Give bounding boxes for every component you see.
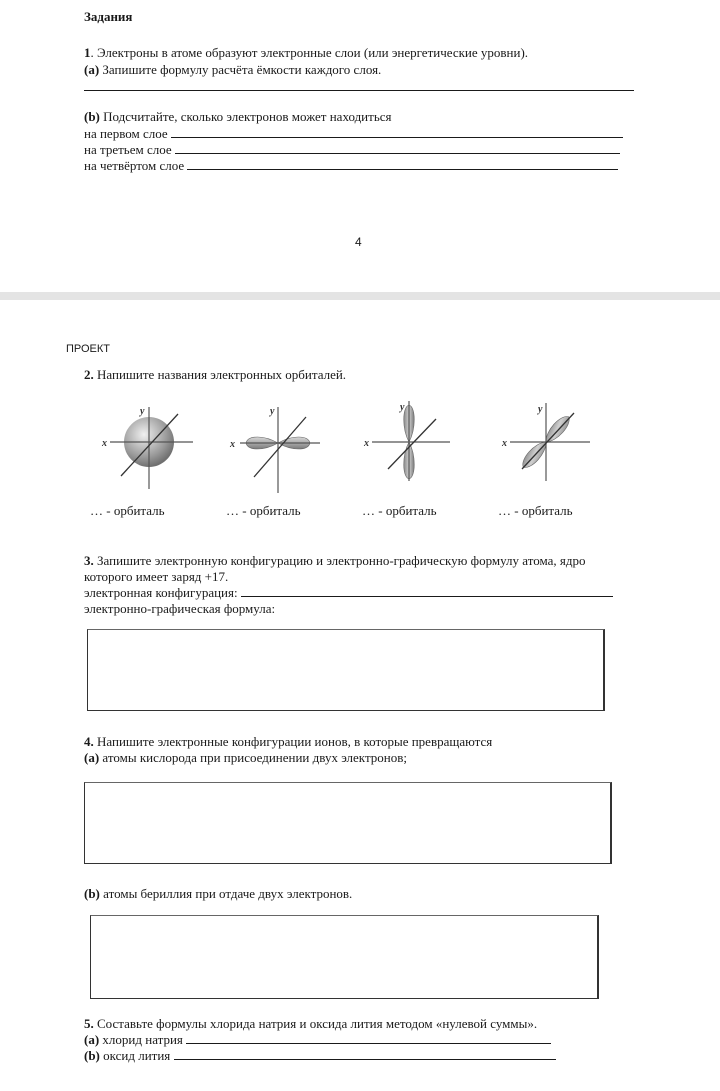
q3-text-2: которого имеет заряд +17. (84, 569, 229, 584)
orbital-caption-2[interactable]: … - орбиталь (226, 503, 301, 518)
section-heading: Задания (84, 9, 133, 24)
px-orbital-icon (224, 397, 334, 497)
svg-text:x: x (364, 438, 369, 449)
q1b-line-4: на четвёртом слое (84, 158, 618, 174)
svg-text:x: x (230, 439, 235, 450)
beryllium-ion-answer-box[interactable] (90, 915, 599, 999)
svg-text:y: y (140, 406, 145, 417)
py-orbital-icon (360, 397, 470, 497)
q3-graph-label: электронно-графическая формула: (84, 601, 276, 616)
lithium-oxide-input[interactable] (174, 1048, 556, 1060)
q1-number: 1 (84, 45, 91, 60)
q5b-line: (b) оксид лития (84, 1048, 556, 1064)
orbital-caption-3[interactable]: … - орбиталь (362, 503, 437, 518)
q4-text: 4. Напишите электронные конфигурации ионов, в которые превращаются (84, 734, 493, 749)
svg-text:x: x (502, 438, 507, 449)
q1a-text: (a) Запишите формулу расчёта ёмкости каждого слоя. (84, 62, 382, 77)
q1-text: 1. Электроны в атоме образуют электронные слои (или энергетические уровни). (84, 45, 529, 60)
q1b-text: (b) Подсчитайте, сколько электронов может находиться (84, 109, 392, 124)
svg-text:x: x (102, 438, 107, 449)
svg-text:y: y (270, 406, 275, 417)
svg-text:y: y (538, 404, 543, 415)
q3-text: 3. Запишите электронную конфигурацию и электронно-графическую формулу атома, ядро (84, 553, 586, 568)
page-header: ПРОЕКТ (66, 343, 111, 355)
orbital-caption-4[interactable]: … - орбиталь (498, 503, 573, 518)
q4a-text: (a) атомы кислорода при присоединении двух электронов; (84, 750, 407, 765)
q4b-text: (b) атомы бериллия при отдаче двух электронов. (84, 886, 353, 901)
answer-fourth-layer[interactable] (187, 158, 618, 170)
s-orbital-icon (88, 397, 198, 497)
answer-first-layer[interactable] (171, 126, 623, 138)
q2-text: 2. Напишите названия электронных орбиталей. (84, 367, 347, 382)
q3-config-line: электронная конфигурация: (84, 585, 613, 601)
q5a-line: (a) хлорид натрия (84, 1032, 551, 1048)
oxygen-ion-answer-box[interactable] (84, 782, 612, 864)
pz-orbital-icon (496, 397, 606, 497)
electron-graph-formula-box[interactable] (87, 629, 605, 711)
q1b-line-3: на третьем слое (84, 142, 620, 158)
q1b-line-1: на первом слое (84, 126, 623, 142)
q5-text: 5. Составьте формулы хлорида натрия и оксида лития методом «нулевой суммы». (84, 1016, 538, 1031)
page-separator (0, 292, 720, 300)
orbital-caption-1[interactable]: … - орбиталь (90, 503, 165, 518)
page-number: 4 (355, 235, 362, 249)
answer-third-layer[interactable] (175, 142, 620, 154)
electron-config-input[interactable] (241, 585, 613, 597)
q1a-answer-line[interactable] (84, 90, 634, 91)
svg-text:y: y (400, 402, 405, 413)
sodium-chloride-input[interactable] (186, 1032, 551, 1044)
